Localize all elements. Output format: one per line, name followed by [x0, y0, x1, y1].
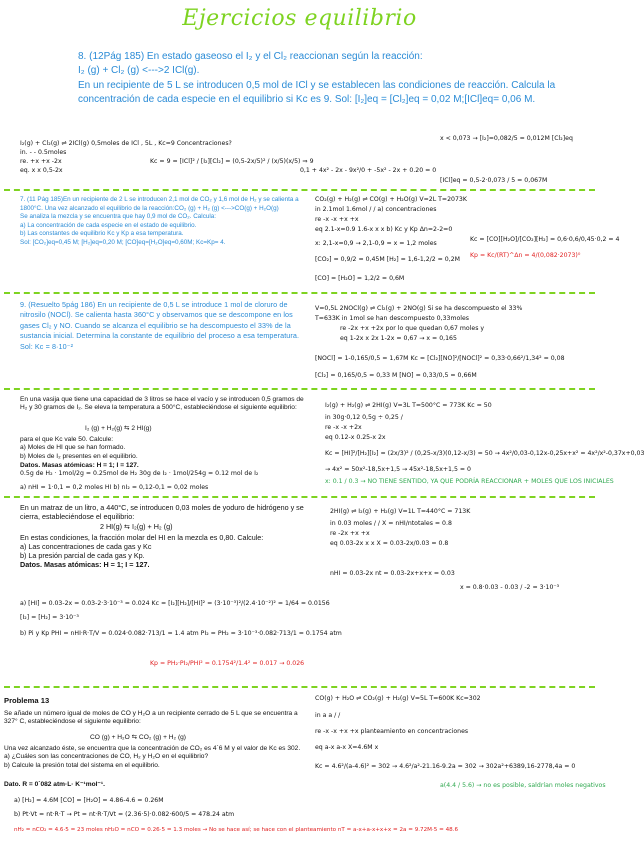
p11-work-line-7: a) [HI] = 0.03-2x = 0.03-2·3·10⁻³ = 0.024 Kc = [I₂][H₂]/[HI]² = (3·10⁻³)²/(2.4·10⁻²)² = 1/64 = 0.0156: [20, 600, 330, 607]
p8-work-line-2: in. - - 0.5moles: [20, 149, 67, 156]
problem-10-statement: En una vasija que tiene una capacidad de 3 litros se hace el vacío y se introducen 0,5 gramos de H₂ y 30 gramos de I₂. Se eleva la temperatura a 500°C, estableciéndose el siguiente equilibrio:: [20, 396, 304, 412]
p8-work-line-1: I₂(g) + Cl₂(g) ⇌ 2ICl(g) 0,5moles de ICl , 5L , Kc=9 Concentraciones?: [20, 140, 232, 147]
problem-10-reaction: I₂ (g) + H₂(g) ⇆ 2 HI(g): [85, 425, 152, 432]
p11-work-line-4: eq 0.03-2x x x X = 0.03-2x/0.03 = 0.8: [330, 540, 449, 547]
p7-work-line-8: Kc = [CO][H₂O]/[CO₂][H₂] = 0,6·0,6/0,45·0,2 = 4: [470, 236, 620, 243]
p13-work-line-4: eq a-x a-x X=4.6M x: [315, 744, 379, 751]
p10-work-line-1: I₂(g) + H₂(g) ⇌ 2HI(g) V=3L T=500°C = 773K Kc = 50: [325, 402, 492, 409]
problem-9-statement: 9. (Resuelto 5pág 186) En un recipiente de 0,5 L se introduce 1 mol de cloruro de nitrosilo (NOCl). Se calienta hasta 360°C y observamos que se descompone en los gases Cl₂ y NO. Cuando se alcanza el equilibrio se ha descompuesto el 33% de la sustancia inicial. Determina la constante de equilibrio del proceso a esa temperatura. Sol: Kc = 8·10⁻²: [20, 300, 300, 351]
p10-work-line-8: a) nHI = 1·0,1 = 0,2 moles HI b) nI₂ = 0,12-0,1 = 0,02 moles: [20, 484, 209, 491]
p9-work-line-3: re -2x +x +2x por lo que quedan 0,67 moles y: [340, 325, 485, 332]
section-divider: [4, 189, 595, 191]
p11-work-line-1: 2HI(g) ⇌ I₂(g) + H₂(g) V=1L T=440°C = 713K: [330, 508, 471, 515]
problem-11-data: Datos. Masas atómicas: H = 1; I = 127.: [20, 560, 150, 569]
problem-13-statement: Se añade un número igual de moles de CO y H₂O a un recipiente cerrado de 5 L que se encuentra a 327° C, estableciéndose el siguiente equilibrio:: [4, 710, 298, 726]
p11-work-line-3: re -2x +x +x: [330, 530, 370, 537]
problem-13-questions: Una vez alcanzado éste, se encuentra que la concentración de CO₂ es 4´6 M y el valor de Kc es 302. a) ¿Cuáles son las concentraciones de CO, H₂ y H₂O en el equilibrio? b) Calcule la presión total del sistema en el equilibrio.: [4, 745, 301, 769]
p13-work-line-7: a) [H₂] = 4.6M [CO] = [H₂O] = 4.86-4.6 = 0.26M: [14, 797, 164, 804]
p7-work-line-9: Kp = Kc/(RT)^Δn = 4/(0,082·2073)⁰: [470, 252, 581, 259]
p11-work-line-8: [I₂] = [H₂] = 3·10⁻³: [20, 614, 79, 621]
p8-work-line-4: eq. x x 0,5-2x: [20, 167, 63, 174]
p13-work-line-1: CO(g) + H₂O ⇌ CO₂(g) + H₂(g) V=5L T=600K Kc=302: [315, 695, 481, 702]
problem-8-statement: 8. (12Pág 185) En estado gaseoso el I₂ y el Cl₂ reaccionan según la reacción: I₂ (g) + Cl₂ (g) <--->2 ICl(g). En un recipiente de 5 L se introducen 0,5 mol de ICl y se establecen las condiciones de reacción. Calcula la concentración de cada especie en el equilibrio si Kc es 9. Sol: [I₂]eq = [Cl₂]eq = 0,02 M;[ICl]eq= 0,06 M.: [78, 51, 556, 106]
p7-work-line-7: [CO] = [H₂O] = 1,2/2 = 0,6M: [315, 275, 405, 282]
problem-13-reaction: CO (g) + H₂O ⇆ CO₂ (g) + H₂ (g): [90, 734, 187, 741]
p8-work-line-6: 0,1 + 4x² - 2x - 9x²/0 + -5x² - 2x + 0.20 = 0: [300, 167, 437, 174]
p7-work-line-1: CO₂(g) + H₂(g) ⇌ CO(g) + H₂O(g) V=2L T=2073K: [315, 196, 467, 203]
p11-work-line-10: Kp = PH₂·PI₂/PHI² = 0.1754²/1.4² = 0.017 → 0.026: [150, 660, 305, 667]
problem-10-questions: para el que Kc vale 50. Calcule: a) Moles de HI que se han formado. b) Moles de I₂ presentes en el equilibrio.: [20, 436, 138, 460]
p13-work-line-2: in a a / /: [315, 712, 341, 719]
p8-work-line-3: re. +x +x -2x: [20, 158, 62, 165]
problem-11-questions: En estas condiciones, la fracción molar del HI en la mezcla es 0,80. Calcule: a) Las concentraciones de cada gas y Kc b) La presión parcial de cada gas y Kp.: [20, 533, 264, 561]
p7-work-line-3: re -x -x +x +x: [315, 216, 359, 223]
p13-work-line-3: re -x -x +x +x planteamiento en concentraciones: [315, 728, 469, 735]
p11-work-line-2: in 0.03 moles / / X = nHI/ntotales = 0.8: [330, 520, 452, 527]
p9-work-line-6: [Cl₂] = 0,165/0,5 = 0,33 M [NO] = 0,33/0,5 = 0,66M: [315, 372, 477, 379]
p7-work-line-4: eq 2.1-x=0.9 1.6-x x x b) Kc y Kp Δn=2-2=0: [315, 226, 453, 233]
section-divider: [4, 292, 595, 294]
p8-work-line-8: [ICl]eq = 0,5-2·0,073 / 5 = 0,067M: [440, 177, 548, 184]
section-divider: [4, 388, 595, 390]
problem-13-title: Problema 13: [4, 696, 50, 705]
page-title: Ejercicios equilibrio: [182, 6, 417, 31]
problem-11-statement: En un matraz de un litro, a 440°C, se introducen 0,03 moles de yoduro de hidrógeno y se cierra, estableciéndose el equilibrio:: [20, 503, 304, 522]
p7-work-line-2: in 2.1mol 1.6mol / / a) concentraciones: [315, 206, 437, 213]
problem-10-data: Datos. Masas atómicas: H = 1; I = 127.: [20, 462, 139, 469]
p11-work-line-5: nHI = 0.03-2x nt = 0.03-2x+x+x = 0.03: [330, 570, 455, 577]
p13-work-line-6: a(4.4 / 5.6) → no es posible, saldrían moles negativos: [440, 782, 606, 789]
p9-work-line-4: eq 1-2x x 2x 1-2x = 0,67 → x = 0,165: [340, 335, 457, 342]
p7-work-line-6: [CO₂] = 0,9/2 = 0,45M [H₂] = 1,6-1,2/2 = 0,2M: [315, 256, 460, 263]
p13-work-line-8: b) Pt·Vt = nt·R·T → Pt = nt·R·T/Vt = (2.36·5)·0.082·600/5 = 478.24 atm: [14, 811, 235, 818]
p10-work-line-7: → 4x² = 50x²-18,5x+1,5 → 45x²-18,5x+1,5 = 0: [325, 466, 471, 473]
p8-work-line-7: x < 0,073 → [I₂]=0,082/5 = 0,012M [Cl₂]eq: [440, 135, 573, 142]
p10-work-line-6: 0.5g de H₂ · 1mol/2g = 0.25mol de H₂ 30g de I₂ · 1mol/254g = 0.12 mol de I₂: [20, 470, 259, 477]
problem-13-header: [4, 690, 49, 708]
p13-work-line-9: nH₂ = nCO₂ = 4.6·5 = 23 moles nH₂O = nCO = 0.26·5 = 1.3 moles → No se hace así; se hace con el planteamiento nT = a-x+a-x+x+x = 2a = 9.72M·5 = 48.6: [14, 827, 459, 833]
p10-work-line-3: re -x -x +2x: [325, 424, 362, 431]
p8-work-line-5: Kc = 9 = [ICl]² / [I₂][Cl₂] = (0,5-2x/5)² / (x/5)(x/5) ⇒ 9: [150, 158, 314, 165]
section-divider: [4, 686, 595, 688]
p10-work-line-2: in 30g·0,12 0,5g ÷ 0,25 /: [325, 414, 403, 421]
p9-work-line-1: V=0,5L 2NOCl(g) ⇌ Cl₂(g) + 2NO(g) Si se ha descompuesto el 33%: [315, 305, 523, 312]
p9-work-line-2: T=633K in 1mol se han descompuesto 0,33moles: [315, 315, 470, 322]
problem-11-reaction: 2 HI(g) ⇆ I₂(g) + H₂ (g): [100, 522, 173, 531]
p11-work-line-6: x = 0.8·0.03 - 0.03 / -2 = 3·10⁻³: [460, 584, 560, 591]
p10-work-line-4: eq 0.12-x 0.25-x 2x: [325, 434, 386, 441]
p9-work-line-5: [NOCl] = 1-0,165/0,5 = 1,67M Kc = [Cl₂][NO]²/[NOCl]² = 0,33·0,66²/1,34² = 0,08: [315, 355, 565, 362]
p7-work-line-5: x: 2,1-x=0,9 → 2,1-0,9 = x = 1,2 moles: [315, 240, 437, 247]
p11-work-line-9: b) Pi y Kp PHI = nHI·R·T/V = 0.024·0.082·713/1 = 1.4 atm PI₂ = PH₂ = 3·10⁻³·0.082·713/1 = 0.1754 atm: [20, 630, 342, 637]
problem-13-data: Dato. R = 0´082 atm·L· K⁻¹mol⁻¹.: [4, 781, 105, 788]
problem-7-statement: 7. (11 Pág 185)En un recipiente de 2 L se introducen 2,1 mol de CO₂ y 1,6 mol de H₂ y se calienta a 1800°C. Una vez alcanzado el equilibrio de la reacción:CO₂ (g) + H₂ (g) <--->CO(g) + H₂O(g) Se analiza la mezcla y se encuentra que hay 0,9 mol de CO₂. Calcula: a) La concentración de cada especie en el estado de equilibrio. b) Las constantes de equilibrio Kc y Kp a esa temperatura. Sol: [CO₂]eq=0,45 M; [H₂]eq=0,20 M; [CO]eq=[H₂O]eq=0,60M; Kc=Kp= 4.: [20, 196, 299, 246]
p13-work-line-5: Kc = 4.6²/(a-4.6)² = 302 → 4.6²/a²-21.16-9.2a = 302 → 302a²+6389,16-2778,4a = 0: [315, 763, 576, 770]
p10-work-line-9: x: 0.1 / 0.3 → NO TIENE SENTIDO, YA QUE PODRÍA REACCIONAR + MOLES QUE LOS INICIALES: [325, 478, 614, 485]
p10-work-line-5: Kc = [HI]²/[H₂][I₂] = (2x/3)² / (0,25-x/3)(0,12-x/3) = 50 → 4x²/0,03-0,12x-0,25x+x² = 4x²/x²-0,37x+0,03: [325, 450, 644, 457]
section-divider: [4, 496, 595, 498]
